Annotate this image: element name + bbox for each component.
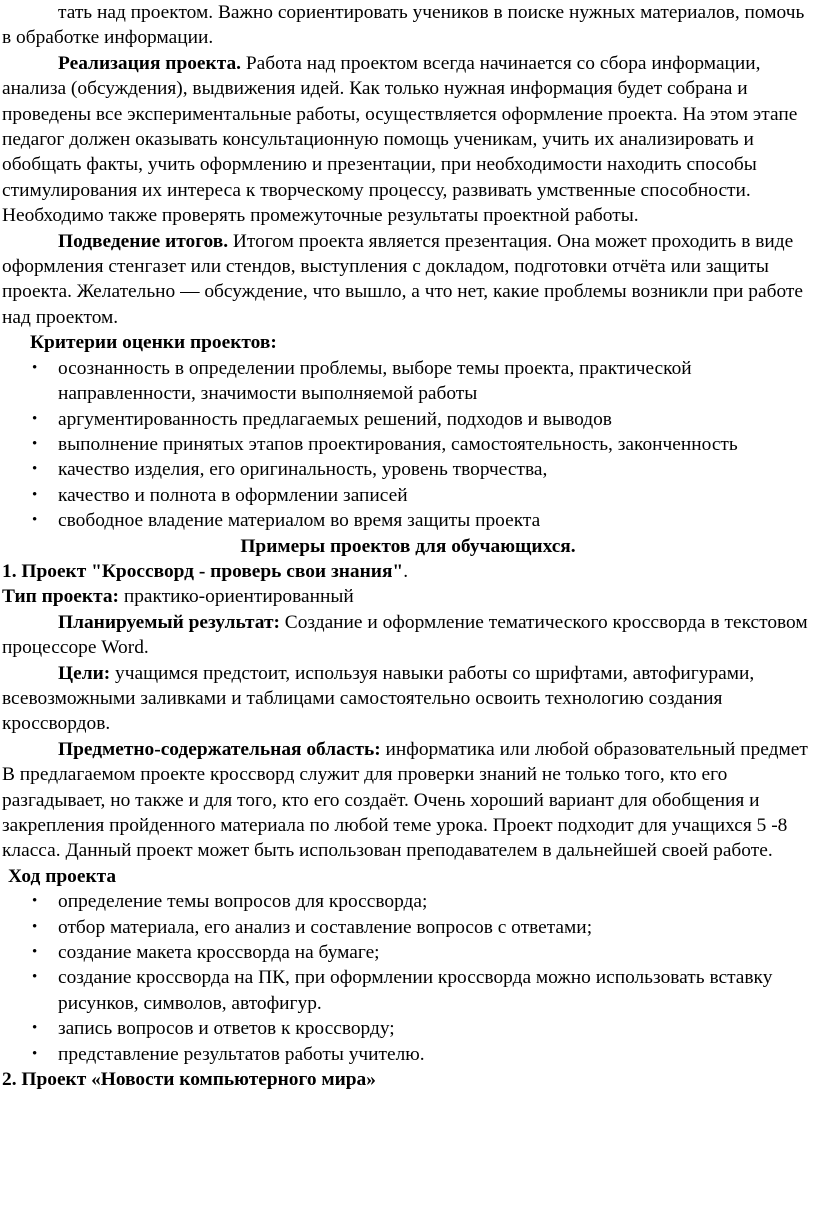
examples-heading: Примеры проектов для обучающихся. (240, 535, 576, 557)
project1-result-label: Планируемый результат: (58, 611, 280, 633)
list-item: • выполнение принятых этапов проектирования, самостоятельность, законченность (58, 432, 816, 457)
list-item: • определение темы вопросов для кроссворда; (58, 889, 816, 914)
project1-area-paragraph (0, 737, 816, 762)
realization-text: Работа над проектом всегда начинается со сбора информации, анализа (обсуждения), выдвижения идей. Как только нужная информация будет собрана и проведены все экспериментальные работы, осуществляется оформление проекта. На этом этапе педагог должен оказывать консультационную помощь ученикам, учить их анализировать и обобщать факты, учить оформлению и презентации, при необходимости находить способы стимулирования их интереса к творческому процессу, развивать умственные способности. Необходимо также проверять промежуточные результаты проектной работы. (2, 52, 798, 227)
project1-type-label: Тип проекта: (2, 586, 119, 608)
list-item: • качество и полнота в оформлении записей (58, 483, 816, 508)
list-item: • качество изделия, его оригинальность, уровень творчества, (58, 457, 816, 482)
project2-title-text: 2. Проект «Новости компьютерного мира» (2, 1069, 376, 1091)
project1-result-paragraph (0, 610, 816, 661)
realization-paragraph (0, 51, 816, 229)
criteria-list (0, 356, 816, 534)
summary-label: Подведение итогов. (58, 230, 229, 252)
project1-area-label: Предметно-содержательная область: (58, 738, 381, 760)
project1-goals-value: учащимся предстоит, используя навыки работы со шрифтами, автофигурами, всевозможными заливками и таблицами самостоятельно освоить технологию создания кроссвордов. (2, 662, 755, 735)
course-heading: Ход проекта (8, 865, 117, 887)
project1-type-value: практико-ориентированный (119, 586, 354, 608)
list-item: • отбор материала, его анализ и составление вопросов с ответами; (58, 915, 816, 940)
intro-paragraph (0, 0, 816, 51)
list-item: • аргументированность предлагаемых решений, подходов и выводов (58, 407, 816, 432)
criteria-heading: Критерии оценки проектов: (30, 332, 277, 354)
project1-title: 1. Проект "Кроссворд - проверь свои знания" (2, 560, 404, 582)
project1-goals-paragraph (0, 661, 816, 737)
project1-description: В предлагаемом проекте кроссворд служит для проверки знаний не только того, кто его разгадывает, но также и для того, кто его создаёт. Очень хороший вариант для обобщения и закрепления пройденного материала по любой теме урока. Проект подходит для учащихся 5 -8 класса. Данный проект может быть использован преподавателем в дальнейшей своей работе. (2, 764, 788, 862)
project1-area-value: информатика или любой образовательный предмет (380, 738, 808, 760)
summary-text: Итогом проекта является презентация. Она может проходить в виде оформления стенгазет или стендов, выступления с докладом, подготовки отчёта или защиты проекта. Желательно — обсуждение, что вышло, а что нет, какие проблемы возникли при работе над проектом. (2, 230, 803, 328)
summary-paragraph (0, 229, 816, 331)
list-item: • создание макета кроссворда на бумаге; (58, 940, 816, 965)
course-list (0, 889, 816, 1067)
project1-goals-label: Цели: (58, 662, 111, 684)
intro-text: тать над проектом. Важно сориентировать учеников в поиске нужных материалов, помочь в обработке информации. (2, 2, 805, 49)
list-item: • запись вопросов и ответов к кроссворду; (58, 1016, 816, 1041)
project1-title-tail: . (403, 560, 409, 582)
realization-label: Реализация проекта. (58, 52, 242, 74)
list-item: • осознанность в определении проблемы, выборе темы проекта, практической направленности, значимости выполняемой работы (58, 356, 816, 407)
project2-title (0, 1067, 816, 1092)
list-item: • свободное владение материалом во время защиты проекта (58, 508, 816, 533)
list-item: • представление результатов работы учителю. (58, 1042, 816, 1067)
project1-title-line (0, 559, 816, 584)
list-item: • создание кроссворда на ПК, при оформлении кроссворда можно использовать вставку рисунков, символов, автофигур. (58, 965, 816, 1016)
project1-type-line (0, 584, 816, 609)
project1-result-value: Создание и оформление тематического кроссворда в текстовом процессоре Word. (2, 611, 808, 659)
